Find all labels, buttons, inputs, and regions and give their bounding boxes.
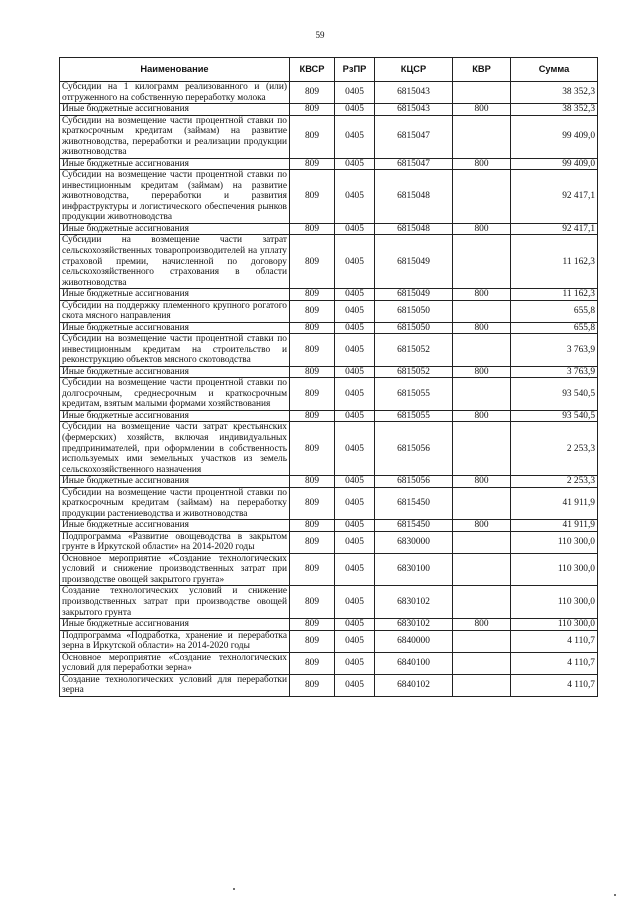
table-row xyxy=(60,630,598,652)
cell-rzpr: 0405 xyxy=(335,366,375,378)
cell-kcsr: 6815055 xyxy=(375,378,453,411)
cell-kcsr: 6815052 xyxy=(375,366,453,378)
cell-kvr xyxy=(453,553,511,586)
cell-name: Иные бюджетные ассигнования xyxy=(60,366,290,378)
cell-sum: 99 409,0 xyxy=(511,115,598,158)
table-row xyxy=(60,289,598,301)
cell-kvr xyxy=(453,334,511,367)
cell-name: Подпрограмма «Развитие овощеводства в закрытом грунте в Иркутской области» на 2014-2020 годы xyxy=(60,531,290,553)
cell-kvr xyxy=(453,378,511,411)
cell-kvsr: 809 xyxy=(290,630,335,652)
table-row xyxy=(60,674,598,696)
cell-rzpr: 0405 xyxy=(335,378,375,411)
cell-name: Создание технологических условий для переработки зерна xyxy=(60,674,290,696)
cell-kvsr: 809 xyxy=(290,410,335,422)
cell-kvsr: 809 xyxy=(290,223,335,235)
cell-name: Иные бюджетные ассигнования xyxy=(60,410,290,422)
cell-rzpr: 0405 xyxy=(335,487,375,520)
cell-kvsr: 809 xyxy=(290,619,335,631)
cell-sum: 92 417,1 xyxy=(511,223,598,235)
table-row xyxy=(60,82,598,104)
cell-rzpr: 0405 xyxy=(335,619,375,631)
cell-rzpr: 0405 xyxy=(335,531,375,553)
cell-name: Субсидии на возмещение части процентной ставки по долгосрочным, среднесрочным и краткосрочным кредитам, взятым малыми формами хозяйствования xyxy=(60,378,290,411)
cell-rzpr: 0405 xyxy=(335,520,375,532)
header-kvr: КВР xyxy=(453,58,511,82)
cell-kvsr: 809 xyxy=(290,289,335,301)
cell-kvsr: 809 xyxy=(290,158,335,170)
table-row xyxy=(60,619,598,631)
cell-kvsr: 809 xyxy=(290,422,335,476)
table-row xyxy=(60,378,598,411)
cell-kvsr: 809 xyxy=(290,520,335,532)
cell-kcsr: 6830102 xyxy=(375,586,453,619)
cell-sum: 41 911,9 xyxy=(511,487,598,520)
cell-name: Иные бюджетные ассигнования xyxy=(60,104,290,116)
cell-kvsr: 809 xyxy=(290,553,335,586)
cell-kcsr: 6815047 xyxy=(375,115,453,158)
cell-sum: 4 110,7 xyxy=(511,674,598,696)
cell-kcsr: 6815450 xyxy=(375,487,453,520)
cell-rzpr: 0405 xyxy=(335,334,375,367)
cell-sum: 655,8 xyxy=(511,300,598,322)
cell-kvsr: 809 xyxy=(290,104,335,116)
table-row xyxy=(60,553,598,586)
cell-sum: 38 352,3 xyxy=(511,104,598,116)
cell-rzpr: 0405 xyxy=(335,586,375,619)
cell-name: Основное мероприятие «Создание технологических условий и снижение производственных затрат при производстве овощей закрытого грунта» xyxy=(60,553,290,586)
cell-kvr: 800 xyxy=(453,520,511,532)
cell-name: Создание технологических условий и снижение производственных затрат при производстве овощей закрытого грунта xyxy=(60,586,290,619)
table-header-row xyxy=(60,58,598,82)
table-row xyxy=(60,410,598,422)
cell-kvr xyxy=(453,170,511,224)
table-row xyxy=(60,322,598,334)
cell-rzpr: 0405 xyxy=(335,652,375,674)
cell-rzpr: 0405 xyxy=(335,630,375,652)
cell-kvsr: 809 xyxy=(290,170,335,224)
table-row xyxy=(60,334,598,367)
cell-name: Иные бюджетные ассигнования xyxy=(60,289,290,301)
cell-rzpr: 0405 xyxy=(335,553,375,586)
cell-name: Субсидии на возмещение части процентной ставки по инвестиционным кредитам на строительство и реконструкцию объектов мясного скотоводства xyxy=(60,334,290,367)
cell-sum: 38 352,3 xyxy=(511,82,598,104)
cell-sum: 11 162,3 xyxy=(511,235,598,289)
cell-kvr: 800 xyxy=(453,104,511,116)
table-row xyxy=(60,300,598,322)
cell-kcsr: 6815043 xyxy=(375,82,453,104)
cell-kvr: 800 xyxy=(453,223,511,235)
cell-name: Субсидии на возмещение части процентной ставки по краткосрочным кредитам (займам) на развитие животноводства, переработки и реализации продукции животноводства xyxy=(60,115,290,158)
table-row xyxy=(60,104,598,116)
cell-kvr xyxy=(453,487,511,520)
cell-kvsr: 809 xyxy=(290,674,335,696)
table-row xyxy=(60,223,598,235)
scan-speck xyxy=(233,888,235,890)
cell-kvr: 800 xyxy=(453,476,511,488)
page-number: 59 xyxy=(315,30,325,40)
cell-kcsr: 6840100 xyxy=(375,652,453,674)
cell-rzpr: 0405 xyxy=(335,170,375,224)
table-row xyxy=(60,476,598,488)
cell-rzpr: 0405 xyxy=(335,322,375,334)
cell-kvsr: 809 xyxy=(290,300,335,322)
cell-rzpr: 0405 xyxy=(335,82,375,104)
cell-name: Иные бюджетные ассигнования xyxy=(60,476,290,488)
cell-rzpr: 0405 xyxy=(335,674,375,696)
cell-name: Иные бюджетные ассигнования xyxy=(60,158,290,170)
table-row xyxy=(60,170,598,224)
cell-rzpr: 0405 xyxy=(335,235,375,289)
cell-kvsr: 809 xyxy=(290,235,335,289)
cell-kvr: 800 xyxy=(453,289,511,301)
cell-sum: 2 253,3 xyxy=(511,422,598,476)
cell-rzpr: 0405 xyxy=(335,300,375,322)
cell-sum: 4 110,7 xyxy=(511,630,598,652)
table-row xyxy=(60,115,598,158)
cell-kcsr: 6815049 xyxy=(375,235,453,289)
cell-kvr xyxy=(453,300,511,322)
cell-kcsr: 6815056 xyxy=(375,422,453,476)
table-row xyxy=(60,520,598,532)
cell-sum: 2 253,3 xyxy=(511,476,598,488)
table-row xyxy=(60,366,598,378)
cell-kcsr: 6815050 xyxy=(375,300,453,322)
header-sum: Сумма xyxy=(511,58,598,82)
cell-kcsr: 6830102 xyxy=(375,619,453,631)
cell-kcsr: 6840000 xyxy=(375,630,453,652)
header-rzpr: РзПР xyxy=(335,58,375,82)
header-kvsr: КВСР xyxy=(290,58,335,82)
table-row xyxy=(60,531,598,553)
cell-kvsr: 809 xyxy=(290,476,335,488)
cell-kvr xyxy=(453,652,511,674)
cell-kvsr: 809 xyxy=(290,652,335,674)
cell-sum: 110 300,0 xyxy=(511,619,598,631)
cell-kcsr: 6840102 xyxy=(375,674,453,696)
cell-kcsr: 6815049 xyxy=(375,289,453,301)
cell-kvr xyxy=(453,630,511,652)
cell-name: Иные бюджетные ассигнования xyxy=(60,223,290,235)
cell-rzpr: 0405 xyxy=(335,158,375,170)
cell-kvr xyxy=(453,422,511,476)
cell-sum: 92 417,1 xyxy=(511,170,598,224)
cell-sum: 110 300,0 xyxy=(511,531,598,553)
cell-kvsr: 809 xyxy=(290,586,335,619)
cell-kcsr: 6830100 xyxy=(375,553,453,586)
table-row xyxy=(60,487,598,520)
table-row xyxy=(60,586,598,619)
cell-kvr: 800 xyxy=(453,410,511,422)
cell-sum: 99 409,0 xyxy=(511,158,598,170)
cell-kvsr: 809 xyxy=(290,115,335,158)
cell-kcsr: 6815056 xyxy=(375,476,453,488)
cell-rzpr: 0405 xyxy=(335,476,375,488)
table-row xyxy=(60,158,598,170)
cell-kvr: 800 xyxy=(453,366,511,378)
table-row xyxy=(60,235,598,289)
cell-name: Субсидии на поддержку племенного крупного рогатого скота мясного направления xyxy=(60,300,290,322)
cell-kvsr: 809 xyxy=(290,366,335,378)
cell-name: Основное мероприятие «Создание технологических условий для переработки зерна» xyxy=(60,652,290,674)
cell-kvsr: 809 xyxy=(290,82,335,104)
cell-kcsr: 6815450 xyxy=(375,520,453,532)
cell-kcsr: 6815050 xyxy=(375,322,453,334)
cell-name: Субсидии на возмещение части процентной ставки по краткосрочным кредитам (займам) на переработку продукции растениеводства и животноводства xyxy=(60,487,290,520)
cell-kcsr: 6815055 xyxy=(375,410,453,422)
cell-kvsr: 809 xyxy=(290,322,335,334)
cell-sum: 110 300,0 xyxy=(511,553,598,586)
cell-name: Субсидии на возмещение части затрат крестьянских (фермерских) хозяйств, включая индивидуальных предпринимателей, при оформлении в собственность используемых ими земельных участков из земель сельскохозяйственного назначения xyxy=(60,422,290,476)
budget-table xyxy=(59,57,598,697)
cell-sum: 93 540,5 xyxy=(511,378,598,411)
cell-kcsr: 6815048 xyxy=(375,170,453,224)
cell-sum: 110 300,0 xyxy=(511,586,598,619)
cell-sum: 3 763,9 xyxy=(511,366,598,378)
cell-name: Субсидии на 1 килограмм реализованного и (или) отгруженного на собственную переработку молока xyxy=(60,82,290,104)
cell-sum: 3 763,9 xyxy=(511,334,598,367)
cell-kcsr: 6815048 xyxy=(375,223,453,235)
cell-rzpr: 0405 xyxy=(335,289,375,301)
cell-kvr xyxy=(453,115,511,158)
cell-kcsr: 6815043 xyxy=(375,104,453,116)
cell-kvr: 800 xyxy=(453,158,511,170)
cell-kvr: 800 xyxy=(453,322,511,334)
cell-name: Подпрограмма «Подработка, хранение и переработка зерна в Иркутской области» на 2014-2020 годы xyxy=(60,630,290,652)
cell-sum: 11 162,3 xyxy=(511,289,598,301)
cell-kvsr: 809 xyxy=(290,531,335,553)
cell-kcsr: 6830000 xyxy=(375,531,453,553)
cell-kvsr: 809 xyxy=(290,334,335,367)
header-kcsr: КЦСР xyxy=(375,58,453,82)
cell-kvr xyxy=(453,235,511,289)
cell-name: Иные бюджетные ассигнования xyxy=(60,520,290,532)
cell-rzpr: 0405 xyxy=(335,410,375,422)
cell-kvsr: 809 xyxy=(290,487,335,520)
cell-kvr xyxy=(453,531,511,553)
cell-sum: 41 911,9 xyxy=(511,520,598,532)
cell-name: Субсидии на возмещение части процентной ставки по инвестиционным кредитам (займам) на развитие животноводства, переработки и развития инфраструктуры и логистического обеспечения рынков продукции животноводства xyxy=(60,170,290,224)
cell-sum: 93 540,5 xyxy=(511,410,598,422)
cell-kvr xyxy=(453,586,511,619)
header-name: Наименование xyxy=(60,58,290,82)
cell-kvr: 800 xyxy=(453,619,511,631)
cell-kvr xyxy=(453,82,511,104)
cell-name: Субсидии на возмещение части затрат сельскохозяйственных товаропроизводителей на уплату страховой премии, начисленной по договору сельскохозяйственного страхования в области животноводства xyxy=(60,235,290,289)
cell-sum: 4 110,7 xyxy=(511,652,598,674)
table-row xyxy=(60,652,598,674)
table-body xyxy=(60,82,598,697)
cell-kcsr: 6815052 xyxy=(375,334,453,367)
cell-rzpr: 0405 xyxy=(335,422,375,476)
cell-sum: 655,8 xyxy=(511,322,598,334)
cell-rzpr: 0405 xyxy=(335,104,375,116)
cell-name: Иные бюджетные ассигнования xyxy=(60,322,290,334)
cell-name: Иные бюджетные ассигнования xyxy=(60,619,290,631)
cell-kcsr: 6815047 xyxy=(375,158,453,170)
scan-speck xyxy=(614,894,616,896)
cell-rzpr: 0405 xyxy=(335,115,375,158)
cell-rzpr: 0405 xyxy=(335,223,375,235)
table-row xyxy=(60,422,598,476)
cell-kvsr: 809 xyxy=(290,378,335,411)
cell-kvr xyxy=(453,674,511,696)
